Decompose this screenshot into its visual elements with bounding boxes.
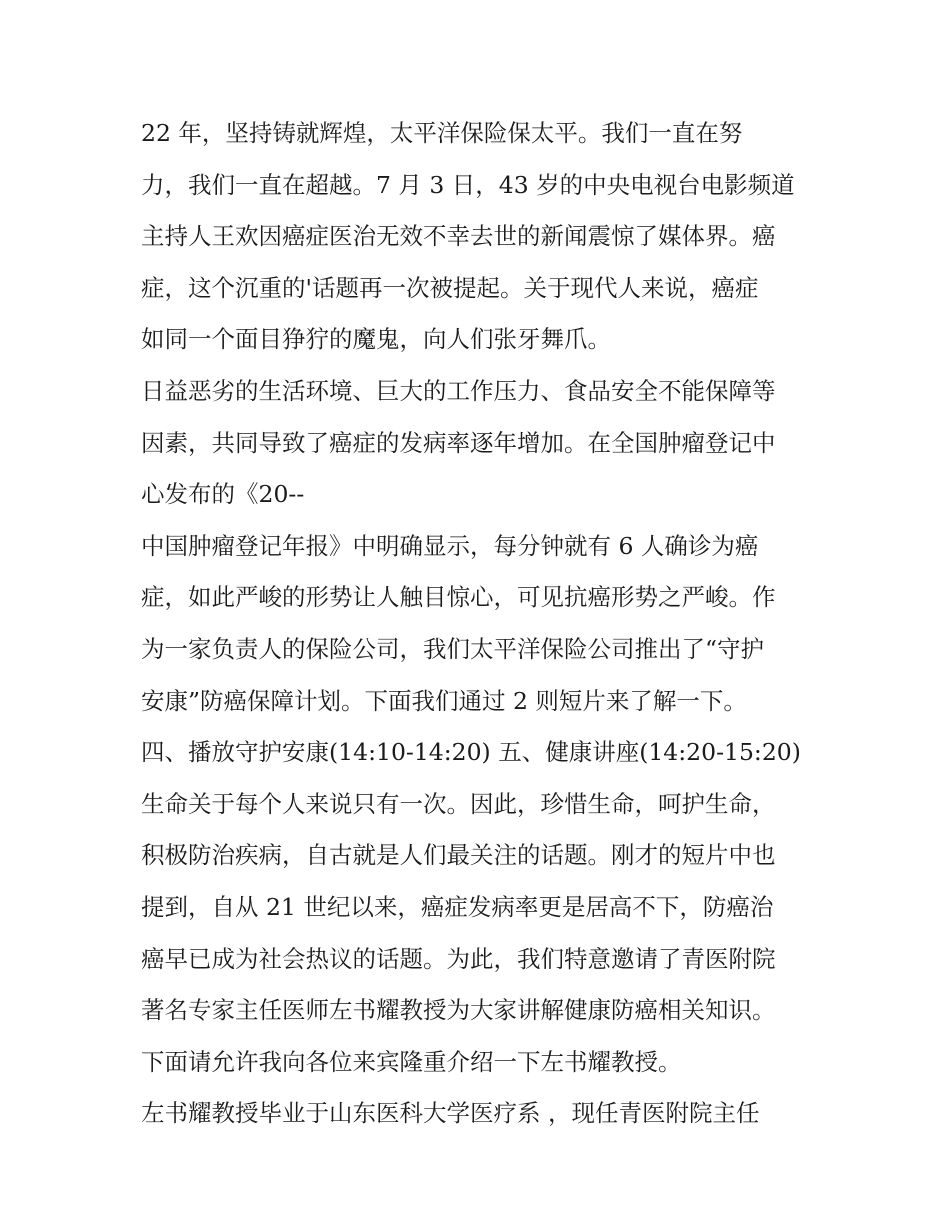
text-line-15: 积极防治疾病，自古就是人们最关注的话题。刚才的短片中也	[141, 841, 776, 870]
text-line-2: 力，我们一直在超越。7 月 3 日，43 岁的中央电视台电影频道	[141, 170, 795, 199]
text-line-5: 如同一个面目狰狞的魔鬼，向人们张牙舞爪。	[141, 325, 611, 354]
text-line-7: 因素，共同导致了癌症的发病率逐年增加。在全国肿瘤登记中	[141, 428, 776, 457]
text-line-3: 主持人王欢因癌症医治无效不幸去世的新闻震惊了媒体界。癌	[141, 222, 776, 251]
text-line-12: 安康”防癌保障计划。下面我们通过 2 则短片来了解一下。	[141, 686, 747, 715]
text-line-16: 提到，自从 21 世纪以来，癌症发病率更是居高不下，防癌治	[141, 892, 774, 921]
text-line-11: 为一家负责人的保险公司，我们太平洋保险公司推出了“守护	[141, 634, 765, 663]
text-line-14: 生命关于每个人来说只有一次。因此，珍惜生命，呵护生命，	[141, 789, 776, 818]
text-line-17: 癌早已成为社会热议的话题。为此，我们特意邀请了青医附院	[141, 944, 776, 973]
text-line-9: 中国肿瘤登记年报》中明确显示，每分钟就有 6 人确诊为癌	[141, 531, 759, 560]
text-line-1: 22 年，坚持铸就辉煌，太平洋保险保太平。我们一直在努	[141, 119, 743, 147]
text-line-18: 著名专家主任医师左书耀教授为大家讲解健康防癌相关知识。	[141, 996, 776, 1025]
text-line-6: 日益恶劣的生活环境、巨大的工作压力、食品安全不能保障等	[141, 376, 776, 405]
text-line-10: 症，如此严峻的形势让人触目惊心，可见抗癌形势之严峻。作	[141, 583, 776, 612]
text-line-8: 心发布的《20--	[141, 480, 305, 509]
section-heading-line: 四、播放守护安康(14:10-14:20) 五、健康讲座(14:20-15:20)	[141, 738, 801, 767]
text-line-4: 症，这个沉重的'话题再一次被提起。关于现代人来说，癌症	[141, 273, 759, 302]
text-line-19: 下面请允许我向各位来宾隆重介绍一下左书耀教授。	[141, 1047, 682, 1076]
text-line-20: 左书耀教授毕业于山东医科大学医疗系 ，现任青医附院主任	[141, 1099, 760, 1128]
body-text	[141, 108, 831, 1140]
